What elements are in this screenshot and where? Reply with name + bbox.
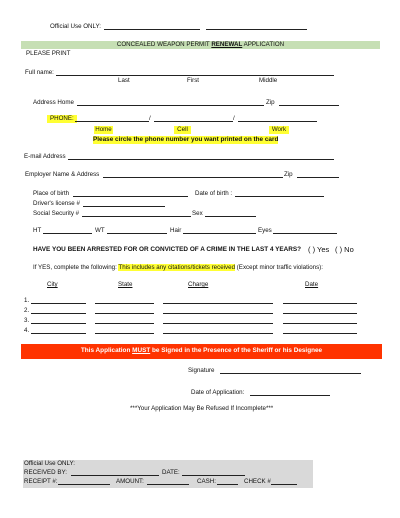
signature-warning-text: This Application MUST be Signed in the Presence of the Sheriff or his Designee xyxy=(80,347,323,354)
signature-field[interactable] xyxy=(220,373,361,374)
official-use-line-2[interactable] xyxy=(206,29,307,30)
row-4-date-field[interactable] xyxy=(283,333,357,334)
date-of-birth-label: Date of birth : xyxy=(195,190,233,197)
full-name-label: Full name: xyxy=(25,69,54,76)
phone-circle-note: Please circle the phone number you want printed on the card xyxy=(93,136,279,143)
drivers-license-field[interactable] xyxy=(83,206,165,207)
ssn-field[interactable] xyxy=(82,216,191,217)
employer-zip-field[interactable] xyxy=(297,177,339,178)
col-header-state: State xyxy=(118,281,133,288)
phone-home-field[interactable] xyxy=(75,121,149,122)
row-number: 1. xyxy=(24,297,30,304)
drivers-license-label: Driver's license # xyxy=(33,200,80,207)
address-zip-field[interactable] xyxy=(279,105,339,106)
phone-cell-caption[interactable]: Cell xyxy=(174,126,191,134)
official-use-line-1[interactable] xyxy=(104,29,200,30)
address-label: Address Home xyxy=(33,99,74,106)
row-2-state-field[interactable] xyxy=(95,313,154,314)
row-4-city-field[interactable] xyxy=(31,333,86,334)
weight-label: WT xyxy=(95,227,105,234)
official-date-field[interactable] xyxy=(182,475,245,476)
arrest-no-option[interactable]: ( ) No xyxy=(335,245,354,254)
address-zip-label: Zip xyxy=(266,99,275,106)
height-label: HT xyxy=(33,227,42,234)
col-header-date: Date xyxy=(305,281,319,288)
height-field[interactable] xyxy=(43,233,92,234)
row-1-date-field[interactable] xyxy=(283,303,357,304)
employer-field[interactable] xyxy=(103,177,283,178)
place-of-birth-field[interactable] xyxy=(73,196,188,197)
amount-field[interactable] xyxy=(147,484,189,485)
eyes-field[interactable] xyxy=(273,233,337,234)
receipt-field[interactable] xyxy=(58,484,110,485)
hair-label: Hair xyxy=(170,227,182,234)
row-2-charge-field[interactable] xyxy=(163,313,273,314)
date-of-application-label: Date of Application: xyxy=(191,389,245,396)
date-of-birth-field[interactable] xyxy=(235,196,324,197)
please-print-label: PLEASE PRINT xyxy=(26,50,71,57)
row-3-city-field[interactable] xyxy=(31,323,86,324)
first-name-caption: First xyxy=(187,77,200,84)
row-3-state-field[interactable] xyxy=(95,323,154,324)
address-field[interactable] xyxy=(77,105,264,106)
arrest-question: HAVE YOU BEEN ARRESTED FOR OR CONVICTED OF A CRIME IN THE LAST 4 YEARS? xyxy=(33,246,302,253)
phone-home-caption[interactable]: Home xyxy=(95,126,112,133)
signature-label: Signature xyxy=(188,367,215,374)
weight-field[interactable] xyxy=(107,233,167,234)
eyes-label: Eyes xyxy=(258,227,272,234)
date-of-application-field[interactable] xyxy=(250,395,330,396)
phone-work-caption[interactable]: Work xyxy=(269,126,289,134)
phone-cell-field[interactable] xyxy=(154,121,233,122)
row-number: 3. xyxy=(24,317,30,324)
arrest-yes-option[interactable]: ( ) Yes xyxy=(308,245,330,254)
phone-label: PHONE: xyxy=(47,115,77,123)
check-label: CHECK # xyxy=(244,478,271,485)
received-by-label: RECEIVED BY: xyxy=(24,469,67,476)
form-title: CONCEALED WEAPON PERMIT RENEWAL APPLICATION xyxy=(116,41,285,48)
row-3-charge-field[interactable] xyxy=(163,323,273,324)
full-name-field[interactable] xyxy=(56,75,334,76)
ssn-label: Social Security # xyxy=(33,210,80,217)
cash-field[interactable] xyxy=(217,484,238,485)
row-number: 4. xyxy=(24,327,30,334)
sex-field[interactable] xyxy=(205,216,256,217)
receipt-label: RECEIPT #: xyxy=(24,478,58,485)
middle-name-caption: Middle xyxy=(259,77,278,84)
row-4-charge-field[interactable] xyxy=(163,333,273,334)
official-use-top-label: Official Use ONLY: xyxy=(50,23,102,30)
last-name-caption: Last xyxy=(118,77,130,84)
row-2-date-field[interactable] xyxy=(283,313,357,314)
employer-label: Employer Name & Address xyxy=(25,171,100,178)
sex-label: Sex xyxy=(192,210,203,217)
employer-zip-label: Zip xyxy=(284,171,293,178)
amount-label: AMOUNT: xyxy=(116,478,144,485)
email-label: E-mail Address xyxy=(24,153,66,160)
citations-instruction: If YES, complete the following: This includes any citations/tickets received (Except minor traffic violations): xyxy=(33,264,323,271)
place-of-birth-label: Place of birth xyxy=(33,190,70,197)
col-header-charge: Charge xyxy=(188,281,209,288)
email-field[interactable] xyxy=(68,159,334,160)
check-field[interactable] xyxy=(271,484,297,485)
row-1-charge-field[interactable] xyxy=(163,303,273,304)
official-use-bottom-label: Official Use ONLY: xyxy=(24,460,76,467)
row-1-city-field[interactable] xyxy=(31,303,86,304)
row-3-date-field[interactable] xyxy=(283,323,357,324)
col-header-city: City xyxy=(47,281,58,288)
row-4-state-field[interactable] xyxy=(95,333,154,334)
official-date-label: DATE: xyxy=(162,469,180,476)
row-2-city-field[interactable] xyxy=(31,313,86,314)
refusal-note: ***Your Application May Be Refused If Incomplete*** xyxy=(130,405,274,412)
row-1-state-field[interactable] xyxy=(95,303,154,304)
phone-work-field[interactable] xyxy=(238,121,317,122)
hair-field[interactable] xyxy=(183,233,256,234)
received-by-field[interactable] xyxy=(71,475,159,476)
row-number: 2. xyxy=(24,307,30,314)
cash-label: CASH: xyxy=(197,478,216,485)
